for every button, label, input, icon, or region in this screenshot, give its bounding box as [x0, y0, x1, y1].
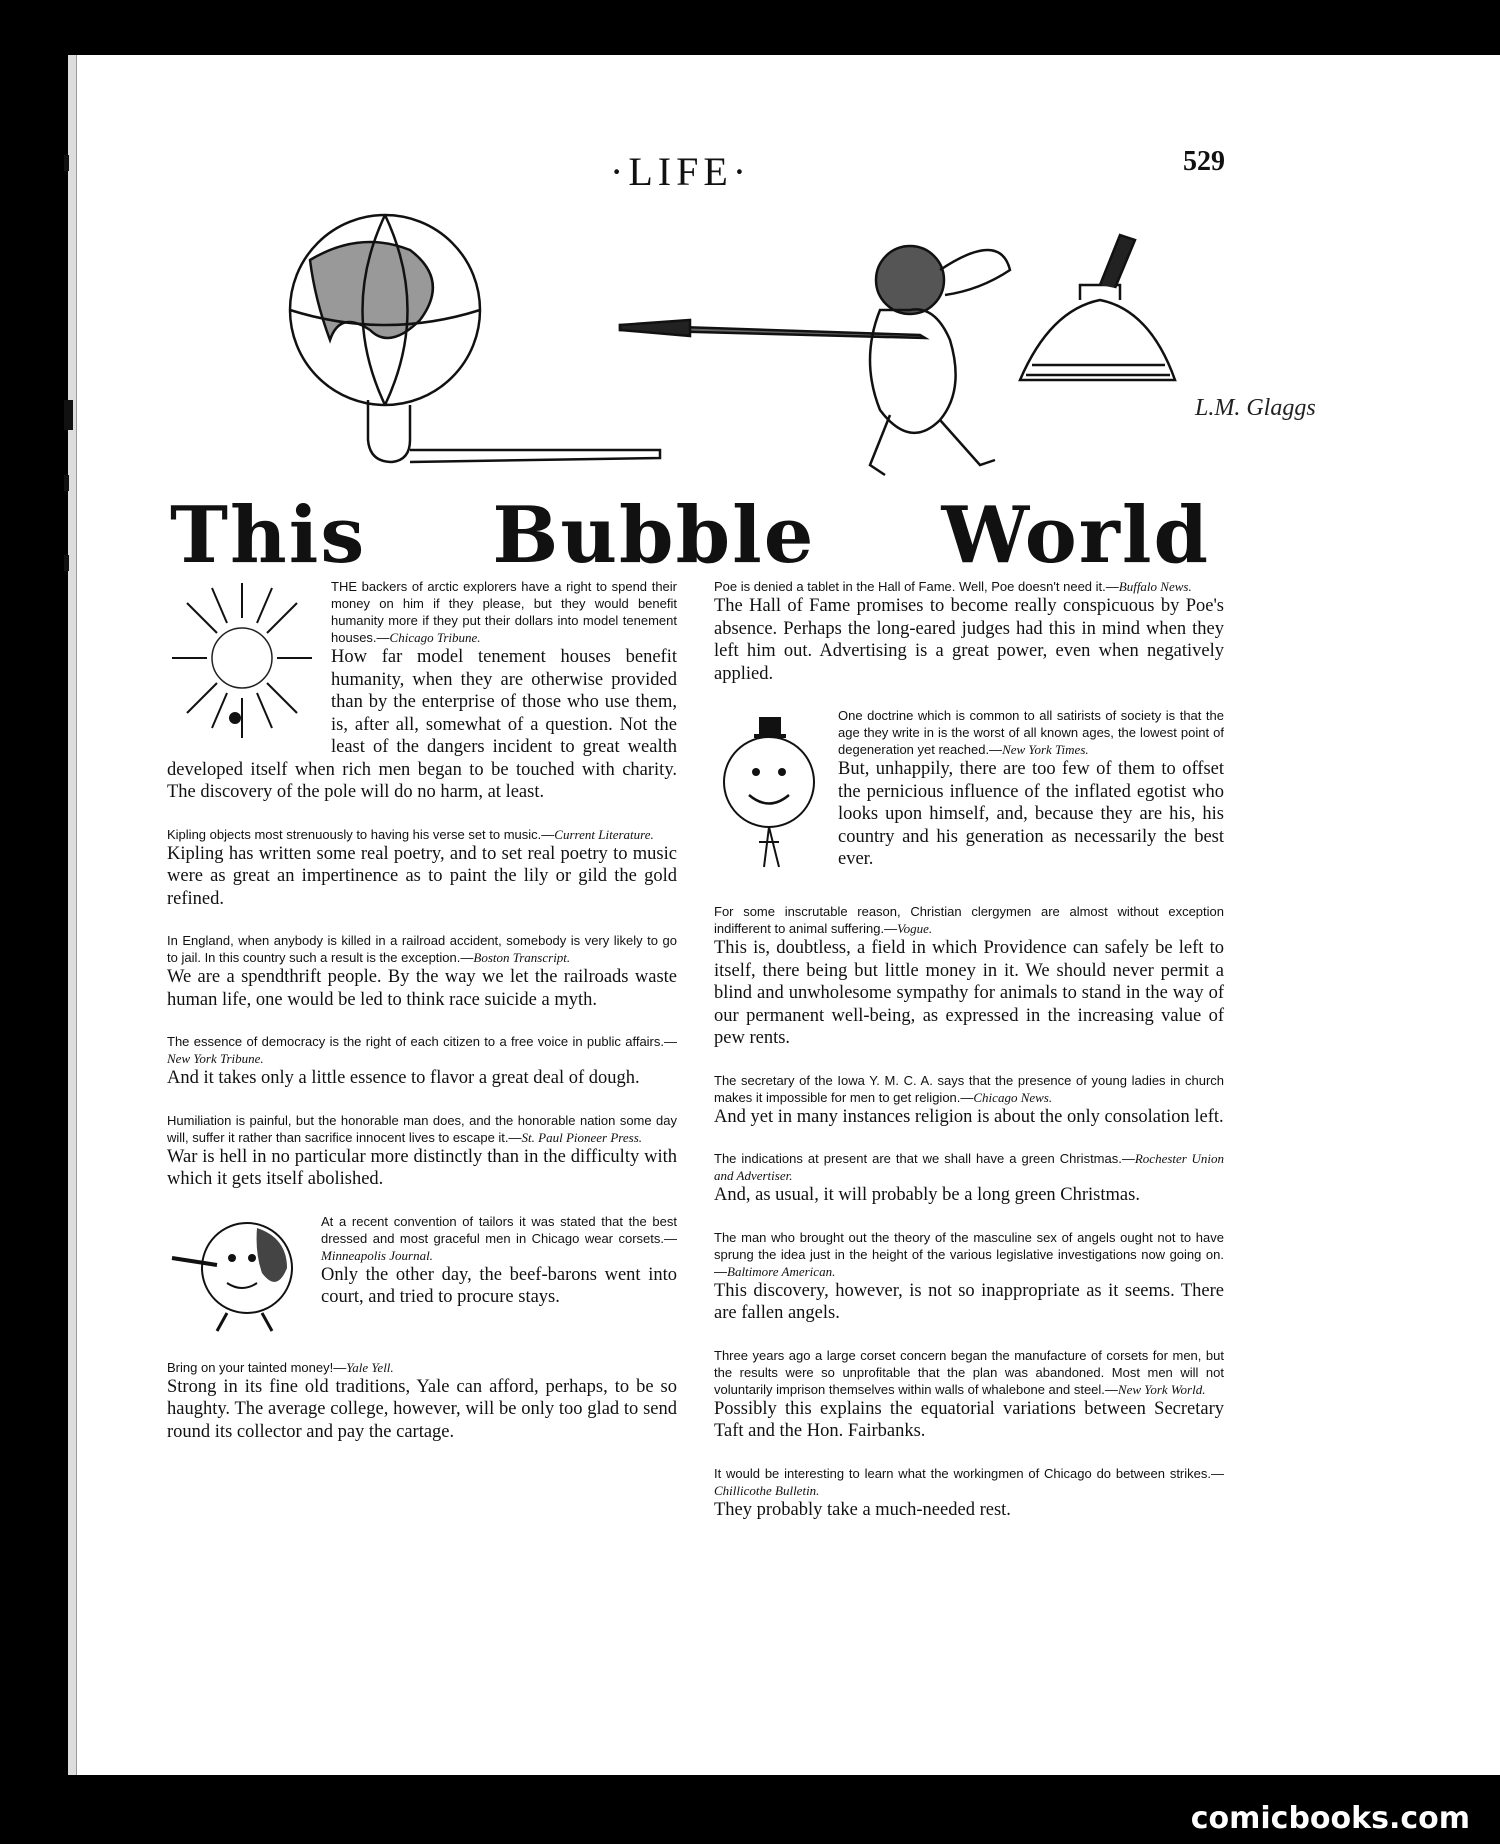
- paragraph-item: [167, 1359, 677, 1444]
- binding-mark: [64, 400, 73, 430]
- paragraph-item: [167, 826, 677, 911]
- quote-source: New York Tribune.: [167, 1051, 264, 1066]
- editorial-comment: Only the other day, the beef-barons went into court, and tried to procure stays.: [321, 1264, 677, 1307]
- paragraph-item: [167, 1112, 677, 1191]
- quote-text: At a recent convention of tailors it was stated that the best dressed and most graceful men in Chicago wear corsets.—: [321, 1213, 677, 1246]
- paragraph-item: [714, 1465, 1224, 1522]
- quote-source: Yale Yell.: [346, 1359, 394, 1375]
- header-illustration: [220, 200, 1316, 500]
- paragraph-item: [167, 1213, 677, 1337]
- quote-source: Buffalo News.: [1118, 579, 1192, 594]
- globe-pipe-drawing: [290, 215, 660, 462]
- editorial-comment: Kipling has written some real poetry, and to set real poetry to music were as great an impertinence as to paint the lily or gild the gold refined.: [167, 843, 677, 909]
- quote-text: For some inscrutable reason, Christian clergymen are almost without exception indifferent to animal suffering.—: [714, 904, 1224, 936]
- binding-mark: [64, 555, 69, 571]
- editorial-comment: Strong in its fine old traditions, Yale can afford, perhaps, to be so haughty. The average college, however, will be only too glad to send round its collector and pay the cartage.: [167, 1376, 677, 1442]
- quote-source: Minneapolis Journal.: [321, 1247, 433, 1263]
- quote-text: The essence of democracy is the right of each citizen to a free voice in public affairs.—: [167, 1034, 677, 1049]
- editorial-comment: How far model tenement houses benefit humanity, when they are otherwise provided than by the enterprise of those who use them, is, after all, somewhat of a question. Not the least of the dangers incident to great wealth developed itself when rich men began to be touched with charity. The discovery of the pole will do no harm, at least.: [167, 647, 677, 802]
- right-column: [714, 578, 1224, 1543]
- globe-man-illustration: [167, 1213, 307, 1333]
- quote-text: It would be interesting to learn what the workingmen of Chicago do between strikes.—: [714, 1465, 1224, 1481]
- quote-text: Poe is denied a tablet in the Hall of Fame. Well, Poe doesn't need it.—: [714, 579, 1119, 594]
- moon-face-illustration: [714, 707, 824, 877]
- title-word: This: [170, 490, 367, 581]
- quote-source: Chillicothe Bulletin.: [714, 1482, 820, 1498]
- page-gutter: [68, 55, 77, 1775]
- sunburst-illustration: [167, 578, 317, 748]
- quote-source: Chicago Tribune.: [389, 630, 481, 645]
- binding-mark: [64, 155, 69, 171]
- editorial-comment: And, as usual, it will probably be a long green Christmas.: [714, 1185, 1140, 1205]
- cherub-with-pen-drawing: [620, 246, 1010, 475]
- title-word: World: [941, 490, 1210, 581]
- paragraph-item: [167, 578, 677, 804]
- left-column: [167, 578, 677, 1465]
- quote-source: Boston Transcript.: [473, 950, 571, 965]
- quote-source: Vogue.: [897, 921, 933, 936]
- quote-source: St. Paul Pioneer Press.: [521, 1129, 643, 1145]
- quote-source: Rochester Union and Advertiser.: [714, 1151, 1224, 1183]
- editorial-comment: We are a spendthrift people. By the way we let the railroads waste human life, one would be led to think race suicide a myth.: [167, 967, 677, 1010]
- inkwell-drawing: [1020, 235, 1175, 380]
- editorial-comment: They probably take a much-needed rest.: [714, 1499, 1011, 1520]
- page-number: 529: [1183, 146, 1225, 177]
- editorial-comment: And it takes only a little essence to flavor a great deal of dough.: [167, 1068, 640, 1088]
- binding-mark: [64, 475, 69, 491]
- editorial-comment: And yet in many instances religion is about the only consolation left.: [714, 1106, 1224, 1127]
- paragraph-item: [167, 1033, 677, 1090]
- editorial-comment: But, unhappily, there are too few of them to offset the pernicious influence of the inflated egotist who looks upon himself, and, because they are his, his country and his generation as necessarily the best ever.: [838, 759, 1224, 869]
- title-word: Bubble: [492, 490, 816, 581]
- paragraph-item: [714, 1347, 1224, 1443]
- editorial-comment: Possibly this explains the equatorial variations between Secretary Taft and the Hon. Fairbanks.: [714, 1398, 1224, 1441]
- paragraph-item: [714, 578, 1224, 685]
- editorial-comment: This is, doubtless, a field in which Providence can safely be left to itself, there being but little money in it. We should never permit a blind and unwholesome sympathy for animals to stand in the way of our permanent well-being, as expressed in the increasing value of pew rents.: [714, 938, 1224, 1048]
- quote-source: Baltimore American.: [727, 1263, 836, 1279]
- paragraph-item: [714, 707, 1224, 881]
- quote-text: Kipling objects most strenuously to having his verse set to music.—: [167, 826, 555, 842]
- quote-source: Chicago News.: [973, 1089, 1053, 1105]
- paragraph-item: [167, 932, 677, 1011]
- quote-text: The man who brought out the theory of the masculine sex of angels ought not to have sprung the idea just in the height of the various legislative investigations now going on.—: [714, 1229, 1224, 1279]
- quote-text: Three years ago a large corset concern began the manufacture of corsets for men, but the results were so unprofitable that the plan was abandoned. Most men will not voluntarily imprison themselves within walls of whalebone and steel.—: [714, 1347, 1224, 1397]
- quote-source: New York Times.: [1002, 742, 1089, 757]
- quote-text: Bring on your tainted money!—: [167, 1359, 347, 1375]
- editorial-comment: The Hall of Fame promises to become really conspicuous by Poe's absence. Perhaps the long-eared judges had this in mind when they left him out. Advertising is a great power, even when negatively applied.: [714, 596, 1224, 684]
- site-watermark: comicbooks.com: [1190, 1801, 1470, 1836]
- paragraph-item: [714, 1072, 1224, 1129]
- paragraph-item: [714, 903, 1224, 1050]
- quote-text: One doctrine which is common to all satirists of society is that the age they write in is the worst of all known ages, the lowest point of degeneration yet reached.—: [838, 708, 1224, 757]
- quote-source: Current Literature.: [554, 826, 654, 842]
- quote-text: THE backers of arctic explorers have a right to spend their money on him if they please, but they would benefit humanity more if they put their dollars into model tenement houses.—: [331, 579, 677, 645]
- quote-source: New York World.: [1117, 1381, 1206, 1397]
- artist-signature: L.M. Glaggs: [1195, 395, 1316, 421]
- quote-text: Humiliation is painful, but the honorable man does, and the honorable nation some day will, suffer it rather than sacrifice innocent lives to escape it.—: [167, 1112, 677, 1145]
- paragraph-item: [714, 1229, 1224, 1325]
- editorial-comment: This discovery, however, is not so inappropriate as it seems. There are fallen angels.: [714, 1280, 1224, 1323]
- quote-text: The indications at present are that we shall have a green Christmas.—: [714, 1151, 1135, 1166]
- masthead: ·LIFE·: [610, 149, 752, 194]
- quote-text: In England, when anybody is killed in a railroad accident, somebody is very likely to go to jail. In this country such a result is the exception.—: [167, 933, 677, 965]
- quote-text: The secretary of the Iowa Y. M. C. A. says that the presence of young ladies in church makes it impossible for men to get religion.—: [714, 1072, 1224, 1105]
- paragraph-item: [714, 1150, 1224, 1207]
- editorial-comment: War is hell in no particular more distinctly than in the difficulty with which it gets itself abolished.: [167, 1146, 677, 1189]
- article-title: [170, 490, 1210, 581]
